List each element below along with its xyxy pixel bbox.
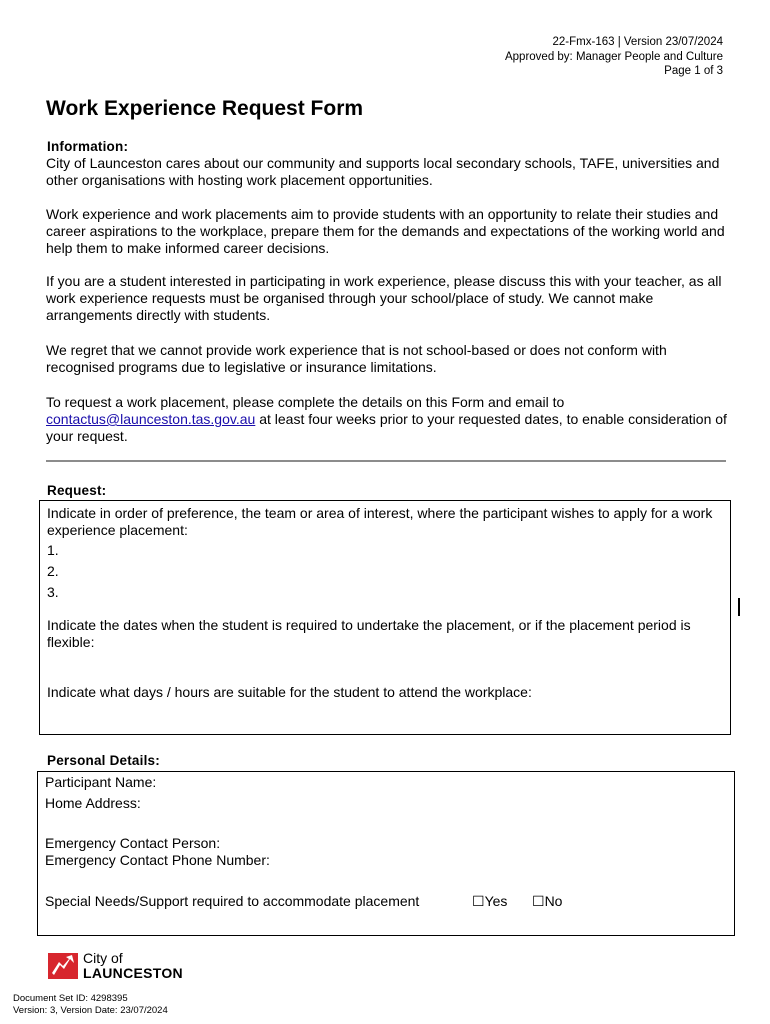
contact-email-link[interactable]: contactus@launceston.tas.gov.au — [46, 411, 256, 427]
text-cursor-mark — [738, 598, 740, 616]
preference-instruction: Indicate in order of preference, the team or area of interest, where the participant wishes to apply for a work experience placement: — [47, 505, 713, 538]
placement-dates-instruction: Indicate the dates when the student is required to undertake the placement, or if the placement period is flexible: — [47, 617, 691, 650]
placement-days-instruction: Indicate what days / hours are suitable for the student to attend the workplace: — [47, 684, 532, 700]
launceston-emblem-icon — [48, 951, 80, 981]
home-address-field[interactable]: Home Address: — [45, 795, 141, 811]
logo-line-1: City of — [83, 950, 123, 966]
information-paragraph-4: We regret that we cannot provide work experience that is not school-based or does not conform with recognised programs due to legislative or insurance limitations. — [46, 342, 667, 375]
section-divider — [46, 460, 726, 462]
preference-item-3[interactable]: 3. — [47, 584, 59, 600]
logo-text — [83, 951, 203, 981]
approved-by: Approved by: Manager People and Culture — [504, 50, 723, 63]
request-instruction-text: To request a work placement, please complete the details on this Form and email to — [46, 394, 565, 410]
information-paragraph-5 — [46, 394, 736, 445]
emergency-contact-phone-field[interactable]: Emergency Contact Phone Number: — [45, 852, 270, 868]
preference-item-1[interactable]: 1. — [47, 542, 59, 558]
request-deadline-text: at least four weeks prior to your requested dates, to enable consideration of your request. — [46, 411, 727, 444]
page-title: Work Experience Request Form — [46, 97, 364, 120]
special-needs-no-option[interactable] — [532, 893, 562, 910]
personal-details-heading: Personal Details: — [47, 753, 160, 768]
no-label: No — [544, 893, 563, 909]
information-paragraph-1: City of Launceston cares about our community and supports local secondary schools, TAFE, universities and other organisations with hosting work placement opportunities. — [46, 155, 720, 188]
document-footer — [13, 993, 168, 1017]
information-paragraph-2: Work experience and work placements aim to provide students with an opportunity to relate their studies and career aspirations to the workplace, prepare them for the demands and expectations of the working world and help them to make informed career decisions. — [46, 206, 725, 256]
version-info: Version: 3, Version Date: 23/07/2024 — [13, 1005, 168, 1016]
personal-details-box — [37, 771, 735, 936]
page-number: Page 1 of 3 — [664, 65, 723, 77]
information-paragraph-3: If you are a student interested in participating in work experience, please discuss this with your teacher, as all work experience requests must be organised through your school/place of study. We cannot make arrangements directly with students. — [46, 273, 722, 323]
yes-label: Yes — [484, 893, 508, 909]
preference-item-2[interactable]: 2. — [47, 563, 59, 579]
request-box — [39, 500, 731, 735]
emergency-contact-person-field[interactable]: Emergency Contact Person: — [45, 835, 221, 851]
document-meta — [505, 35, 723, 79]
logo-line-2: LAUNCESTON — [83, 965, 183, 981]
no-checkbox[interactable]: ☐ — [532, 893, 545, 909]
document-reference: 22-Fmx-163 | Version 23/07/2024 — [552, 36, 723, 48]
request-heading: Request: — [47, 483, 107, 498]
yes-checkbox[interactable]: ☐ — [472, 893, 485, 909]
special-needs-label: Special Needs/Support required to accommodate placement — [45, 893, 420, 909]
participant-name-field[interactable]: Participant Name: — [45, 774, 157, 790]
city-of-launceston-logo — [48, 950, 183, 986]
information-heading: Information: — [47, 139, 129, 154]
special-needs-yes-option[interactable] — [472, 893, 507, 910]
document-set-id: Document Set ID: 4298395 — [13, 993, 128, 1004]
